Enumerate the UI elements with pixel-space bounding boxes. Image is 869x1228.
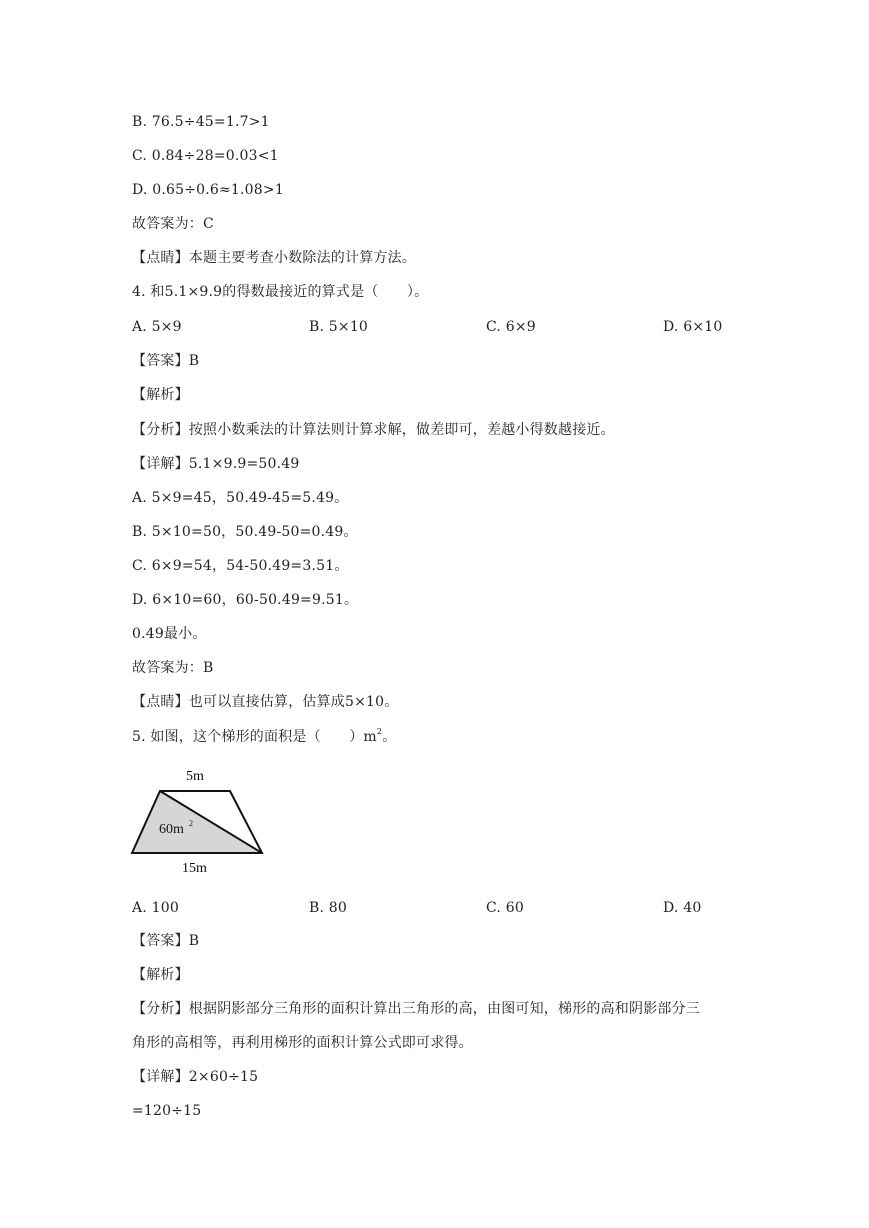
text-line: A. 5×9=45，50.49-45=5.49。 [132,490,349,506]
text-line: C. 0.84÷28=0.03<1 [132,148,279,164]
text-line: 【点睛】本题主要考查小数除法的计算方法。 [132,250,416,266]
q5-option-a: A. 100 [132,900,179,916]
question-5-stem [132,728,396,746]
q5-option-b: B. 80 [309,900,348,916]
question-4-stem: 4. 和5.1×9.9的得数最接近的算式是（ ）。 [132,284,429,300]
text-line: B. 76.5÷45=1.7>1 [132,114,270,130]
text-line: 故答案为：C [132,216,214,232]
text-line: 【详解】5.1×9.9=50.49 [132,456,300,472]
text-line: 【解析】 [132,967,189,983]
q4-option-a: A. 5×9 [132,319,182,335]
text-line: 故答案为：B [132,660,214,676]
q5-option-c: C. 60 [486,900,524,916]
top-base-label: 5m [186,769,204,784]
text-line: D. 0.65÷0.6≈1.08>1 [132,182,284,198]
q5-option-d: D. 40 [663,900,702,916]
stem-text: 5. 如图，这个梯形的面积是（ ）m [132,729,377,745]
trapezoid-figure [128,762,268,882]
area-label-sup: 2 [189,819,193,828]
text-line: B. 5×10=50，50.49-50=0.49。 [132,524,358,540]
unit-exponent: 2 [376,727,383,736]
text-line: 【答案】B [132,353,200,369]
shaded-triangle [132,791,262,853]
bottom-base-label: 15m [182,861,207,876]
q4-option-b: B. 5×10 [309,319,369,335]
text-line: 0.49最小。 [132,626,207,642]
text-line: 【分析】按照小数乘法的计算法则计算求解，做差即可，差越小得数越接近。 [132,422,615,438]
text-line: C. 6×9=54，54-50.49=3.51。 [132,558,349,574]
text-line: 【点睛】也可以直接估算，估算成5×10。 [132,694,399,710]
text-line: 【答案】B [132,933,200,949]
stem-end: 。 [382,729,397,745]
area-label: 60m [159,822,184,837]
text-line: =120÷15 [132,1103,202,1119]
text-line: D. 6×10=60，60-50.49=9.51。 [132,592,359,608]
text-line: 【分析】根据阴影部分三角形的面积计算出三角形的高，由图可知，梯形的高和阴影部分三 [132,1001,700,1017]
q4-option-c: C. 6×9 [486,319,536,335]
text-line: 【解析】 [132,387,189,403]
q4-option-d: D. 6×10 [663,319,723,335]
text-line: 角形的高相等，再利用梯形的面积计算公式即可求得。 [132,1035,473,1051]
text-line: 【详解】2×60÷15 [132,1069,259,1085]
